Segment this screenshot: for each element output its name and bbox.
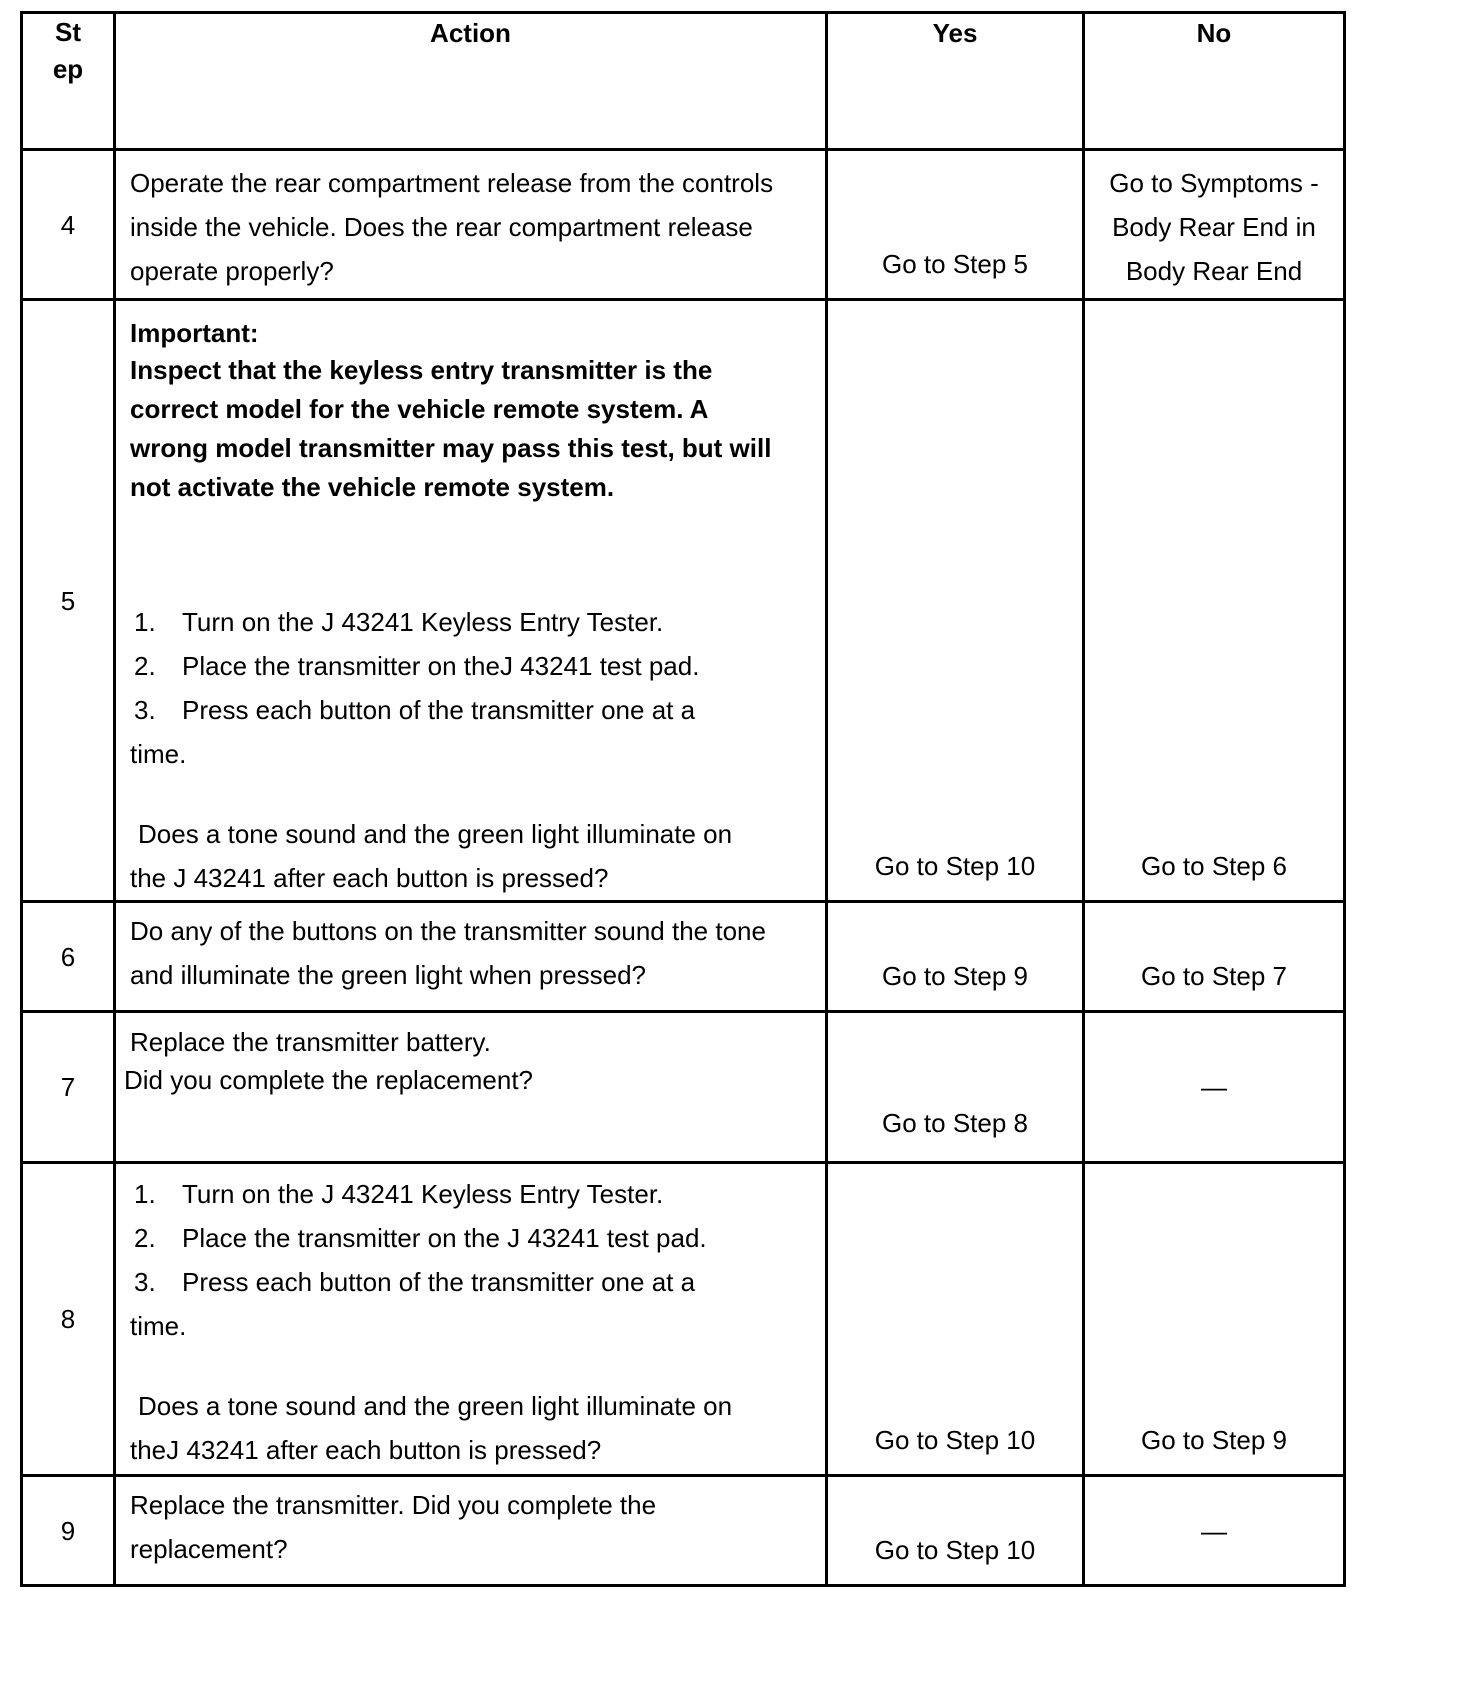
list-item: 2. Place the transmitter on theJ 43241 test pad. bbox=[134, 651, 700, 681]
action-cell bbox=[115, 1012, 827, 1163]
action-cell bbox=[115, 300, 827, 902]
important-line: not activate the vehicle remote system. bbox=[130, 472, 615, 502]
table-row bbox=[22, 1163, 1345, 1476]
action-line: Replace the transmitter. Did you complete the bbox=[130, 1490, 657, 1520]
step-number: 7 bbox=[22, 1012, 115, 1163]
action-line: replacement? bbox=[130, 1534, 288, 1564]
list-item: 3. Press each button of the transmitter one at a bbox=[134, 695, 696, 725]
question-line: the J 43241 after each button is pressed? bbox=[130, 863, 609, 893]
no-cell: — bbox=[1084, 1476, 1345, 1586]
no-line: Body Rear End in bbox=[1112, 212, 1316, 242]
list-item-continuation: time. bbox=[130, 739, 187, 769]
important-line: wrong model transmitter may pass this test, but will bbox=[130, 433, 772, 463]
list-item: 1. Turn on the J 43241 Keyless Entry Tester. bbox=[134, 1179, 664, 1209]
header-action: Action bbox=[115, 13, 827, 150]
header-yes: Yes bbox=[827, 13, 1084, 150]
table-row bbox=[22, 1012, 1345, 1163]
action-line: Do any of the buttons on the transmitter sound the tone bbox=[130, 916, 766, 946]
header-row bbox=[22, 13, 1345, 150]
important-title: Important: bbox=[130, 318, 259, 348]
no-cell: Go to Step 6 bbox=[1084, 300, 1345, 902]
diagnostic-table bbox=[20, 11, 1346, 1587]
question-line: Does a tone sound and the green light illuminate on bbox=[138, 1391, 733, 1421]
action-line: Operate the rear compartment release from the controls bbox=[130, 168, 774, 198]
action-line: and illuminate the green light when pressed? bbox=[130, 960, 647, 990]
list-item: 2. Place the transmitter on the J 43241 test pad. bbox=[134, 1223, 707, 1253]
question-line: theJ 43241 after each button is pressed? bbox=[130, 1435, 602, 1465]
list-item: 1. Turn on the J 43241 Keyless Entry Tester. bbox=[134, 607, 664, 637]
no-line: Go to Symptoms - bbox=[1109, 168, 1319, 198]
no-cell: Go to Step 7 bbox=[1084, 902, 1345, 1012]
question bbox=[130, 812, 811, 900]
table-row bbox=[22, 300, 1345, 902]
yes-cell: Go to Step 10 bbox=[827, 1476, 1084, 1586]
action-cell bbox=[115, 1476, 827, 1586]
step-number: 9 bbox=[22, 1476, 115, 1586]
no-cell: Go to Step 9 bbox=[1084, 1163, 1345, 1476]
table-row bbox=[22, 1476, 1345, 1586]
important-line: correct model for the vehicle remote system. A bbox=[130, 394, 709, 424]
step-number: 5 bbox=[22, 300, 115, 902]
procedure-list bbox=[130, 600, 811, 732]
table-row bbox=[22, 902, 1345, 1012]
action-cell bbox=[115, 150, 827, 300]
action-line: operate properly? bbox=[130, 256, 334, 286]
procedure-list bbox=[130, 1172, 811, 1304]
list-item: 3. Press each button of the transmitter one at a bbox=[134, 1267, 696, 1297]
yes-cell: Go to Step 10 bbox=[827, 1163, 1084, 1476]
no-cell bbox=[1084, 150, 1345, 300]
yes-cell: Go to Step 9 bbox=[827, 902, 1084, 1012]
step-number: 4 bbox=[22, 150, 115, 300]
question bbox=[130, 1384, 811, 1472]
question-line: Does a tone sound and the green light illuminate on bbox=[138, 819, 733, 849]
no-line: Body Rear End bbox=[1125, 256, 1303, 286]
yes-cell: Go to Step 5 bbox=[827, 150, 1084, 300]
header-step: St ep bbox=[22, 13, 115, 150]
table-row bbox=[22, 150, 1345, 300]
step-number: 6 bbox=[22, 902, 115, 1012]
action-line: Did you complete the replacement? bbox=[124, 1065, 534, 1095]
yes-cell: Go to Step 8 bbox=[827, 1012, 1084, 1163]
action-line: Replace the transmitter battery. bbox=[130, 1027, 491, 1057]
action-cell bbox=[115, 1163, 827, 1476]
important-line: Inspect that the keyless entry transmitter is the bbox=[130, 355, 713, 385]
header-no: No bbox=[1084, 13, 1345, 150]
step-number: 8 bbox=[22, 1163, 115, 1476]
list-item-continuation: time. bbox=[130, 1311, 187, 1341]
yes-cell: Go to Step 10 bbox=[827, 300, 1084, 902]
action-cell bbox=[115, 902, 827, 1012]
no-cell: — bbox=[1084, 1012, 1345, 1163]
action-line: inside the vehicle. Does the rear compartment release bbox=[130, 212, 753, 242]
